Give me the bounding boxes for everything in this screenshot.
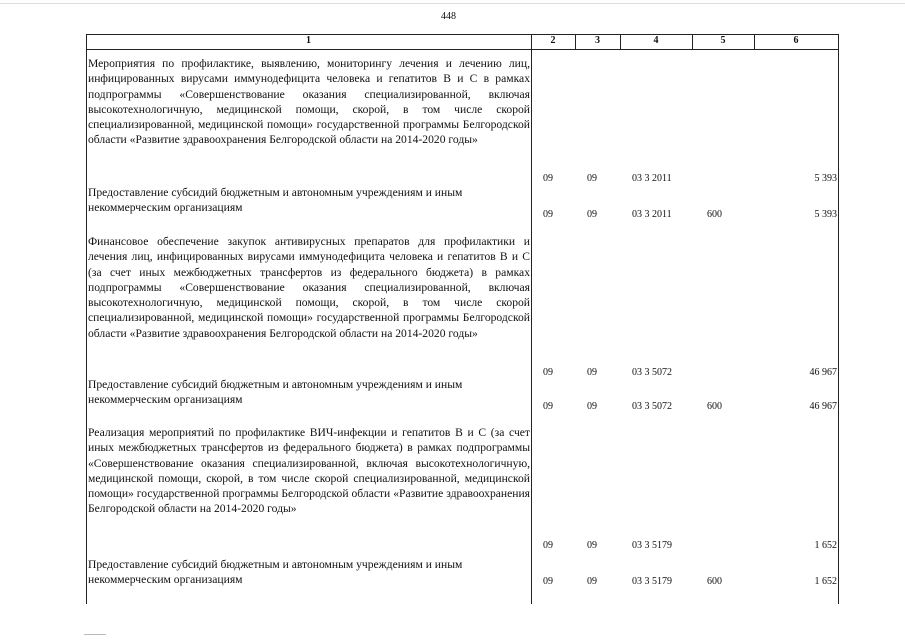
row-amount: 1 652 [814, 576, 837, 587]
scan-edge-top [0, 3, 905, 4]
row-target-article: 03 3 2011 [632, 209, 672, 220]
table-border-right [838, 34, 839, 604]
header-col-2: 2 [550, 35, 556, 46]
row-target-article: 03 3 2011 [632, 173, 672, 184]
row-amount: 46 967 [809, 401, 837, 412]
row-amount: 1 652 [814, 540, 837, 551]
row-expense-type: 600 [707, 576, 722, 587]
row-description: Предоставление субсидий бюджетным и автономным учреждениям и иным некоммерческим организациям [88, 378, 463, 407]
header-col-3: 3 [595, 35, 600, 46]
row-amount: 46 967 [809, 367, 837, 378]
row-description: Предоставление субсидий бюджетным и автономным учреждениям и иным некоммерческим организациям [88, 558, 463, 587]
scan-mark [84, 634, 106, 635]
row-subsection: 09 [587, 540, 597, 551]
page-number: 448 [441, 11, 456, 22]
row-subsection: 09 [587, 401, 597, 412]
row-target-article: 03 3 5179 [632, 576, 672, 587]
row-section: 09 [543, 173, 553, 184]
row-subsection: 09 [587, 367, 597, 378]
header-bottom-rule [86, 49, 839, 50]
row-expense-type: 600 [707, 401, 722, 412]
row-amount: 5 393 [814, 209, 837, 220]
row-subsection: 09 [587, 209, 597, 220]
header-col-1: 1 [306, 35, 311, 46]
row-subsection: 09 [587, 173, 597, 184]
row-section: 09 [543, 401, 553, 412]
header-col-5: 5 [720, 35, 726, 46]
row-description: Предоставление субсидий бюджетным и автономным учреждениям и иным некоммерческим организациям [88, 186, 463, 215]
row-target-article: 03 3 5072 [632, 367, 672, 378]
row-section: 09 [543, 540, 553, 551]
row-section: 09 [543, 209, 553, 220]
row-subsection: 09 [587, 576, 597, 587]
row-expense-type: 600 [707, 209, 722, 220]
header-col-4: 4 [653, 35, 659, 46]
row-description: Реализация мероприятий по профилактике ВИЧ-инфекции и гепатитов В и С (за счет иных межбюджетных трансфертов из федерального бюджета) в рамках подпрограммы «Совершенствование оказания специализированной, включая высокотехнологичную, медицинской помощи, скорой, в том числе скорой специализированной, медицинской помощи» государственной программы Белгородской области «Развитие здравоохранения Белгородской области на 2014-2020 годы» [88, 426, 530, 516]
row-section: 09 [543, 576, 553, 587]
row-target-article: 03 3 5179 [632, 540, 672, 551]
row-section: 09 [543, 367, 553, 378]
row-description: Финансовое обеспечение закупок антивирусных препаратов для профилактики и лечения лиц, инфицированных вирусами иммунодефицита человека и гепатитов В и С (за счет иных межбюджетных трансфертов из федерального бюджета) в рамках подпрограммы «Совершенствование оказания специализированной, включая высокотехнологичную, медицинской помощи, скорой, в том числе скорой специализированной, медицинской помощи» государственной программы Белгородской области «Развитие здравоохранения Белгородской области на 2014-2020 годы» [88, 235, 530, 340]
row-description: Мероприятия по профилактике, выявлению, мониторингу лечения и лечению лиц, инфицированных вирусами иммунодефицита человека и гепатитов В и С в рамках подпрограммы «Совершенствование оказания специализированной, включая высокотехнологичную, медицинской помощи, скорой, в том числе скорой специализированной, медицинской помощи» государственной программы Белгородской области «Развитие здравоохранения Белгородской области на 2014-2020 годы» [88, 57, 530, 147]
row-amount: 5 393 [814, 173, 837, 184]
table-border-left [86, 34, 87, 604]
budget-table [86, 34, 839, 604]
header-col-6: 6 [793, 35, 799, 46]
row-target-article: 03 3 5072 [632, 401, 672, 412]
description-column-border [531, 50, 532, 604]
